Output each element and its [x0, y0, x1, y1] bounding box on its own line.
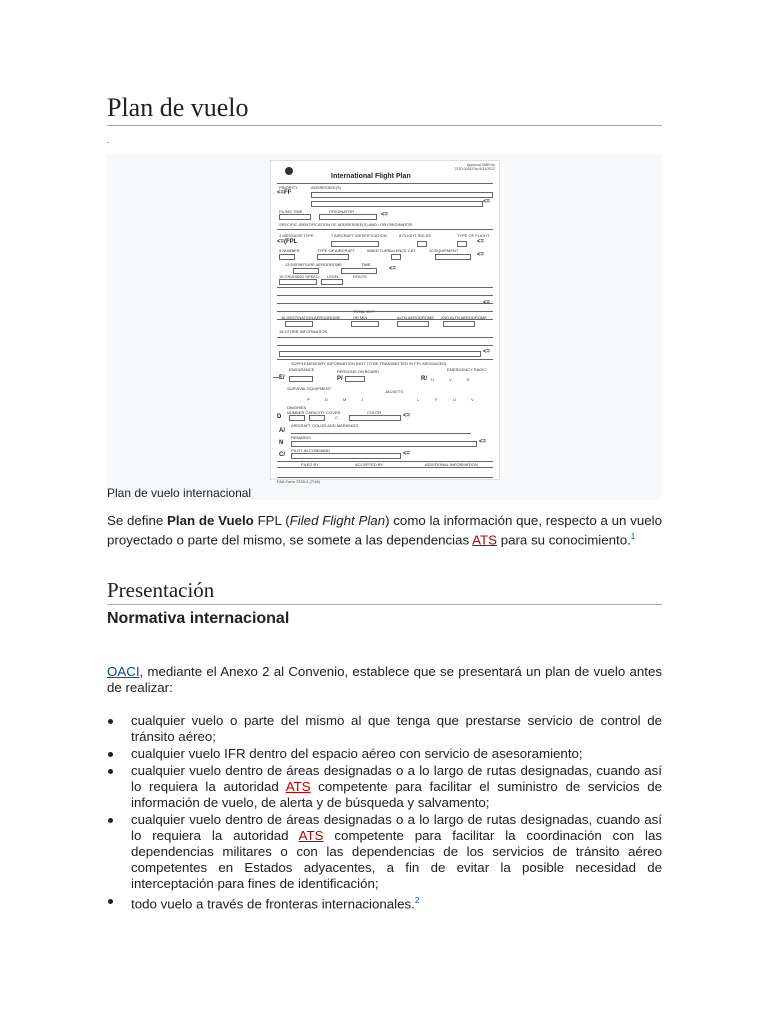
form-mark: R/	[421, 376, 427, 382]
form-label: SURVIVAL EQUIPMENT	[287, 386, 332, 391]
intro-text: para su conocimiento.	[497, 532, 631, 548]
form-letter: L	[417, 397, 420, 402]
form-field	[279, 254, 295, 260]
figure-caption: Plan de vuelo internacional	[107, 486, 252, 500]
form-field	[397, 321, 429, 327]
figure	[107, 154, 662, 500]
form-arrow: <=	[479, 439, 487, 445]
form-label: ACCEPTED BY	[355, 462, 384, 467]
form-label: PILOT-IN-COMMAND	[291, 448, 331, 453]
oaci-link[interactable]: OACI	[107, 664, 140, 679]
form-label: 3 MESSAGE TYPE	[279, 233, 314, 238]
form-field	[279, 214, 311, 220]
requirements-list	[107, 713, 662, 913]
form-divider	[277, 467, 493, 468]
oaci-paragraph	[107, 664, 662, 696]
form-arrow: <=	[389, 266, 397, 272]
form-label: 16 DESTINATION AERODROME	[281, 315, 341, 320]
form-label: TYPE OF FLIGHT	[457, 233, 490, 238]
form-field	[309, 415, 325, 421]
form-arrow: <=	[477, 239, 485, 245]
form-label: NUMBER CAPACITY COVER	[287, 410, 341, 415]
form-divider	[277, 183, 493, 184]
form-letter: D	[325, 397, 328, 402]
form-label: ADDITIONAL INFORMATION	[425, 462, 478, 467]
list-item	[107, 713, 662, 745]
intro-text: ) como la información que, respecto a un vuelo proyectado o parte del mismo, se somete a las dependencias	[107, 513, 662, 548]
form-divider	[291, 433, 471, 434]
form-field	[331, 241, 379, 247]
form-arrow: <=	[403, 451, 411, 457]
stub-dot: .	[107, 135, 110, 145]
form-fpl: <=(FPL	[277, 239, 298, 245]
form-label: PRIORITY	[279, 185, 298, 190]
form-label: 2ND ALTN AERODROME	[441, 315, 487, 320]
form-field	[391, 254, 401, 260]
reference-link[interactable]: 1	[630, 532, 636, 541]
form-field	[457, 241, 467, 247]
subsection-heading: Normativa internacional	[107, 610, 290, 627]
form-field	[417, 241, 427, 247]
list-item-text: competente para facilitar la coordinación con las dependencias militares o con las dependencias de los servicios de tránsito aéreo competentes en Estados adyacentes, a fin de evitar la posible necesidad de interceptación para fines de identificación;	[131, 828, 662, 891]
form-label: SPECIFIC IDENTIFICATION OF ADDRESSEE(S) AND / OR ORIGINATOR	[279, 222, 413, 227]
form-title: International Flight Plan	[331, 173, 411, 180]
form-arrow: <=	[403, 413, 411, 419]
form-letter: P	[307, 397, 310, 402]
form-label: AIRCRAFT COLOR AND MARKINGS	[291, 423, 359, 428]
faa-logo-icon	[285, 167, 293, 175]
form-field	[435, 254, 471, 260]
form-label: 18 OTHER INFORMATION	[279, 329, 328, 334]
form-label: JACKETS	[385, 389, 404, 394]
form-label: 8 FLIGHT RULES	[399, 233, 431, 238]
form-label: TIME	[361, 262, 371, 267]
form-label: FILED BY	[301, 462, 319, 467]
form-label: EMERGENCY RADIO	[447, 367, 487, 372]
form-mark: D	[277, 414, 282, 420]
form-letter: J	[361, 397, 363, 402]
form-divider	[277, 359, 493, 360]
form-field	[345, 376, 365, 382]
form-label: DINGHIES	[287, 405, 307, 410]
ats-link[interactable]: ATS	[298, 828, 324, 843]
list-item-text: cualquier vuelo dentro de áreas designadas o a lo largo de rutas designadas, cuando así lo requiera la autoridad	[131, 763, 662, 794]
form-field	[279, 279, 317, 285]
form-arrow: <=	[477, 252, 485, 258]
form-field	[311, 192, 493, 198]
list-item-text: cualquier vuelo dentro de áreas designadas o a lo largo de rutas designadas, cuando así lo requiera la autoridad	[131, 812, 662, 843]
form-divider	[277, 477, 493, 478]
ats-link[interactable]: ATS	[472, 532, 498, 548]
form-label: ROUTE	[353, 274, 367, 279]
form-letter: E	[467, 377, 470, 382]
form-label: 9 NUMBER	[279, 248, 300, 253]
form-field	[351, 321, 379, 327]
form-divider	[277, 303, 493, 304]
list-item	[107, 893, 662, 912]
form-letter: V	[449, 377, 452, 382]
form-approval: Approval OMB No 2120-0026 Exp 8/31/2022	[454, 163, 495, 171]
intro-paragraph	[107, 513, 662, 548]
form-label: FAA Form 7233-4 (7/18)	[277, 479, 320, 484]
form-label: LEVEL	[327, 274, 340, 279]
form-field	[291, 453, 401, 459]
form-arrow: <=	[483, 199, 491, 205]
form-divider	[277, 287, 493, 288]
flight-plan-form-image[interactable]	[270, 160, 500, 484]
form-arrow: <=	[483, 349, 491, 355]
form-field	[291, 441, 477, 447]
list-item	[107, 746, 662, 762]
form-letter: U	[431, 377, 434, 382]
form-field	[311, 201, 483, 207]
list-item-text: cualquier vuelo o parte del mismo al que tenga que prestarse servicio de control de tránsito aéreo;	[131, 713, 662, 744]
section-heading: Presentación	[107, 578, 662, 605]
intro-italic: Filed Flight Plan	[289, 513, 386, 528]
form-label: FILING TIME	[279, 209, 303, 214]
form-divider	[277, 311, 493, 312]
reference-link[interactable]: 2	[414, 896, 420, 905]
form-label: 7 AIRCRAFT IDENTIFICATION	[331, 233, 387, 238]
form-label: TOTAL EET	[353, 309, 375, 314]
form-field	[289, 376, 313, 382]
form-divider	[277, 345, 493, 346]
form-divider	[277, 337, 493, 338]
form-letter: M	[343, 397, 347, 402]
form-field	[279, 351, 481, 357]
form-field	[349, 415, 401, 421]
form-label: ALTN AERODROME	[397, 315, 435, 320]
form-divider	[277, 295, 493, 296]
list-item-text: cualquier vuelo IFR dentro del espacio aéreo con servicio de asesoramiento;	[131, 746, 583, 761]
form-letter: C	[335, 415, 338, 420]
form-ff: <=FF	[277, 190, 292, 196]
list-item-text: todo vuelo a través de fronteras internacionales.	[131, 896, 415, 912]
intro-text: Se define	[107, 513, 167, 528]
form-label: ORIGINATOR	[329, 209, 354, 214]
form-mark: A/	[279, 428, 285, 434]
form-label: COLOR	[367, 410, 382, 415]
form-mark: C/	[279, 452, 285, 458]
form-divider	[277, 229, 493, 230]
form-label: SUPPLEMENTARY INFORMATION (NOT TO BE TRANSMITTED IN FPL MESSAGES)	[291, 361, 447, 366]
form-field	[285, 321, 313, 327]
form-label: HR MIN	[353, 315, 368, 320]
ats-link[interactable]: ATS	[285, 779, 311, 794]
form-label: 13 DEPARTURE AERODROME	[285, 262, 342, 267]
form-mark: —E/	[273, 375, 285, 381]
intro-text: FPL (	[253, 513, 290, 528]
form-field	[443, 321, 475, 327]
form-mark: P/	[337, 376, 343, 382]
form-label: ENDURANCE	[289, 367, 315, 372]
form-letter: F	[435, 397, 438, 402]
form-label: WAKE TURBULENCE CAT.	[367, 248, 417, 253]
form-label: ADDRESSEE(S)	[311, 185, 342, 190]
form-arrow: <=	[381, 212, 389, 218]
list-item	[107, 763, 662, 811]
form-field	[319, 214, 377, 220]
page-title: Plan de vuelo	[107, 93, 662, 126]
form-field	[321, 279, 343, 285]
form-arrow: <=	[483, 300, 491, 306]
form-label: REMARKS	[291, 435, 311, 440]
intro-bold: Plan de Vuelo	[167, 513, 254, 528]
list-item	[107, 812, 662, 892]
form-label: 15 CRUISING SPEED	[279, 274, 319, 279]
form-field	[289, 415, 305, 421]
form-letter: V	[471, 397, 474, 402]
form-field	[317, 254, 349, 260]
form-mark: N	[279, 440, 284, 446]
list-item-text: competente para facilitar el suministro de servicios de información de vuelo, de alerta y de búsqueda y salvamento;	[131, 779, 662, 810]
form-label: PERSONS ON BOARD	[337, 369, 380, 374]
form-label: 10 EQUIPMENT	[429, 248, 459, 253]
form-letter: U	[453, 397, 456, 402]
oaci-text: , mediante el Anexo 2 al Convenio, establece que se presentará un plan de vuelo antes de realizar:	[107, 664, 662, 695]
form-label: TYPE OF AIRCRAFT	[317, 248, 356, 253]
